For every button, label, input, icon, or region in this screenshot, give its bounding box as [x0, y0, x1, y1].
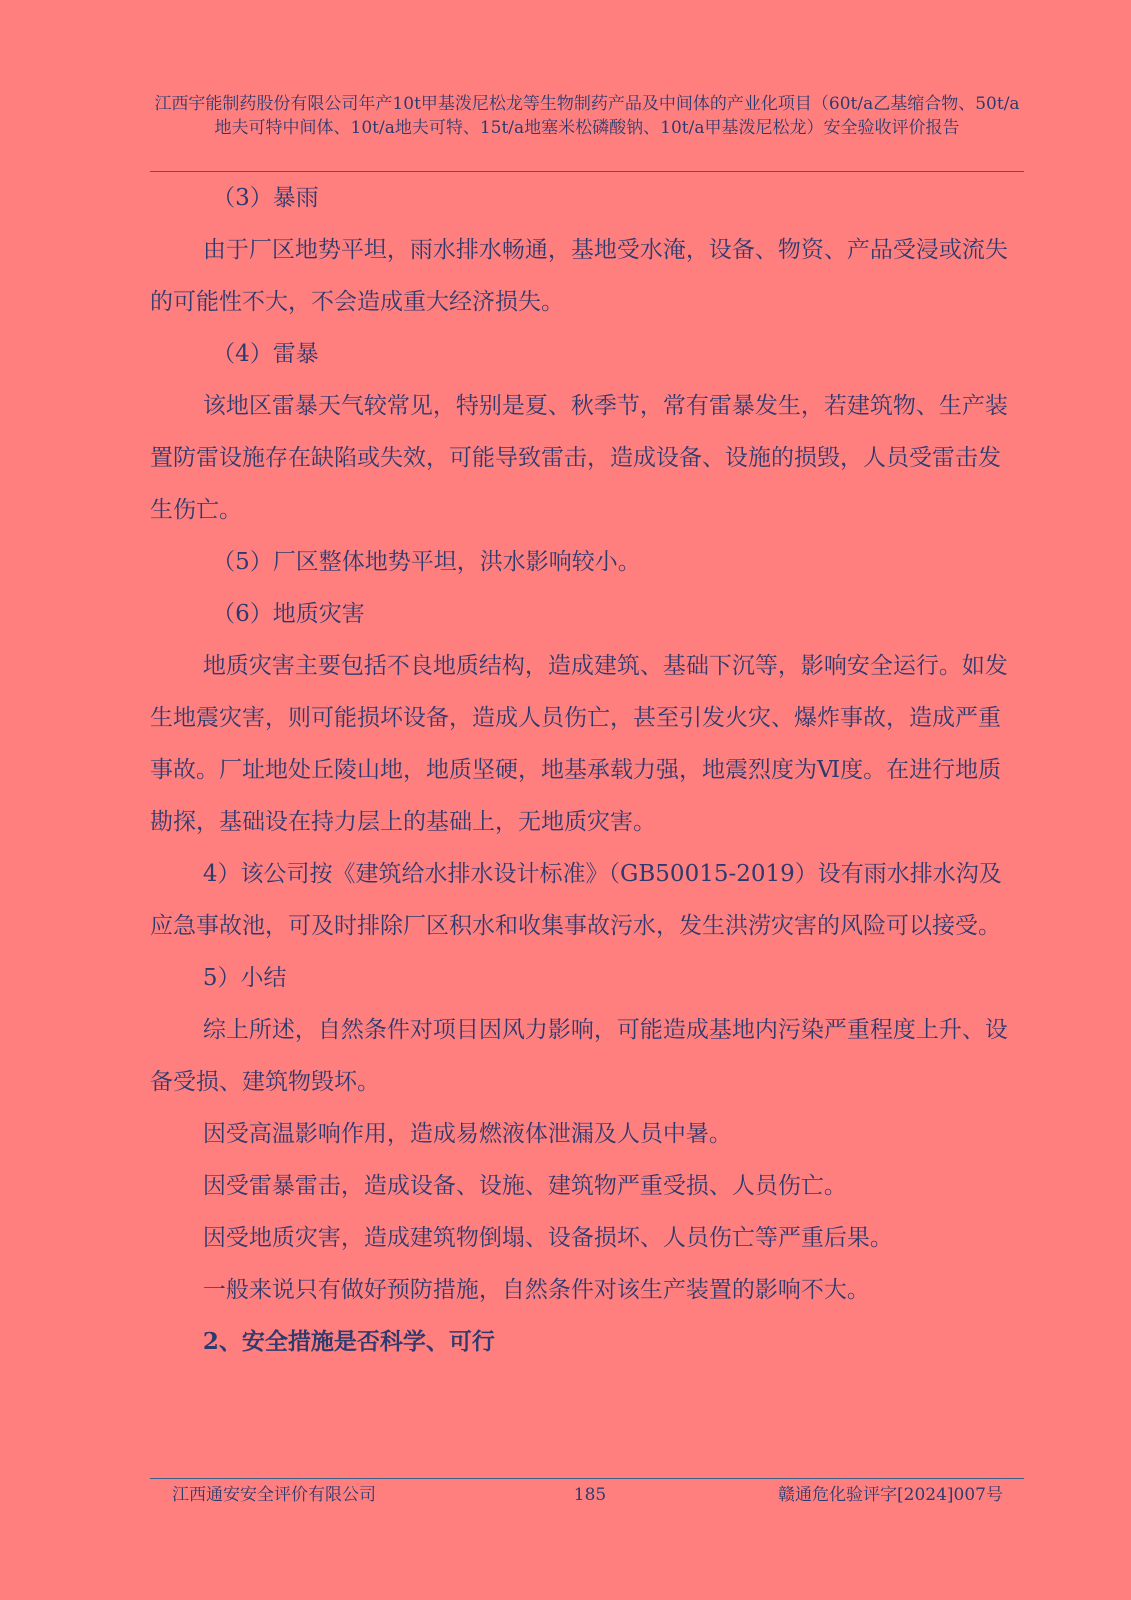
heading-thunderstorm: （4）雷暴 — [212, 341, 319, 367]
paragraph-rainstorm: 由于厂区地势平坦，雨水排水畅通，基地受水淹，设备、物资、产品受浸或流失的可能性不大，不会造成重大经济损失。 — [150, 237, 1008, 315]
paragraph-thunderstorm: 该地区雷暴天气较常见，特别是夏、秋季节，常有雷暴发生，若建筑物、生产装置防雷设施存在缺陷或失效，可能导致雷击，造成设备、设施的损毁，人员受雷击发生伤亡。 — [150, 393, 1008, 523]
paragraph-summary-heat: 因受高温影响作用，造成易燃液体泄漏及人员中暑。 — [202, 1121, 732, 1147]
paragraph-summary-wind: 综上所述，自然条件对项目因风力影响，可能造成基地内污染严重程度上升、设备受损、建筑物毁坏。 — [150, 1017, 1008, 1095]
footer-doc-code: 赣通危化验评字[2024]007号 — [778, 1485, 1003, 1505]
page-body — [150, 172, 1020, 1368]
page-header: 江西宇能制药股份有限公司年产10t甲基泼尼松龙等生物制药产品及中间体的产业化项目（60t/a乙基缩合物、50t/a地夫可特中间体、10t/a地夫可特、15t/a地塞米松磷酸钠、10t/a甲基泼尼松龙）安全验收评价报告 — [154, 94, 1020, 138]
paragraph-summary-lightning: 因受雷暴雷击，造成设备、设施、建筑物严重受损、人员伤亡。 — [202, 1173, 847, 1199]
section-heading-safety-measures: 2、安全措施是否科学、可行 — [202, 1328, 495, 1355]
page-number: 185 — [573, 1485, 607, 1505]
footer-company: 江西通安安全评价有限公司 — [172, 1485, 376, 1505]
paragraph-geological: 地质灾害主要包括不良地质结构，造成建筑、基础下沉等，影响安全运行。如发生地震灾害，则可能损坏设备，造成人员伤亡，甚至引发火灾、爆炸事故，造成严重事故。厂址地处丘陵山地，地质坚硬，地基承载力强，地震烈度为Ⅵ度。在进行地质勘探，基础设在持力层上的基础上，无地质灾害。 — [150, 653, 1008, 835]
paragraph-flood: （5）厂区整体地势平坦，洪水影响较小。 — [212, 549, 641, 575]
paragraph-summary-conclusion: 一般来说只有做好预防措施，自然条件对该生产装置的影响不大。 — [202, 1277, 870, 1303]
heading-summary: 5）小结 — [202, 965, 287, 991]
paragraph-drainage: 4）该公司按《建筑给水排水设计标准》（GB50015-2019）设有雨水排水沟及应急事故池，可及时排除厂区积水和收集事故污水，发生洪涝灾害的风险可以接受。 — [150, 861, 1002, 939]
paragraph-summary-geological: 因受地质灾害，造成建筑物倒塌、设备损坏、人员伤亡等严重后果。 — [202, 1225, 893, 1251]
footer-divider — [150, 1478, 1024, 1479]
heading-geological: （6）地质灾害 — [212, 601, 365, 627]
heading-rainstorm: （3）暴雨 — [212, 185, 319, 211]
